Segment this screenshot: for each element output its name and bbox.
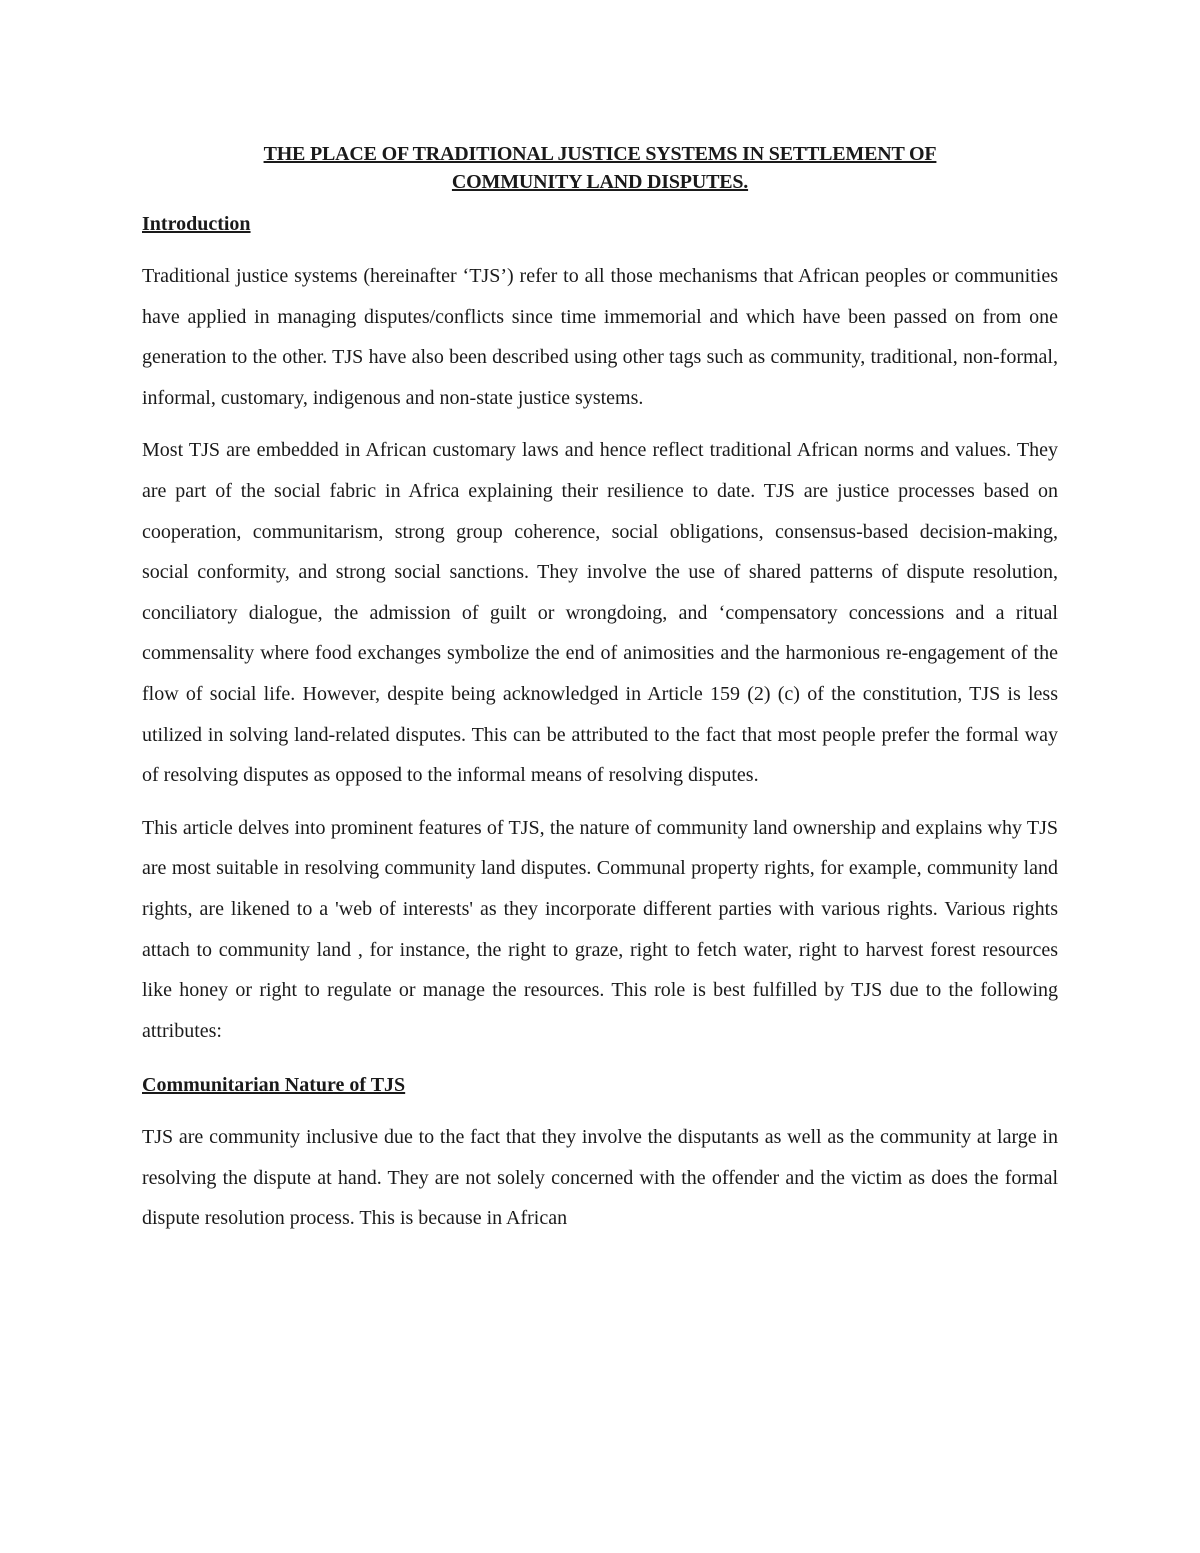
section-introduction bbox=[142, 210, 1058, 1051]
document-page bbox=[142, 140, 1058, 1251]
paragraph: TJS are community inclusive due to the fact that they involve the disputants as well as the community at large in resolving the dispute at hand. They are not solely concerned with the offender and the victim as does the formal dispute resolution process. This is because in African bbox=[142, 1126, 1058, 1230]
title-line-2: COMMUNITY LAND DISPUTES. bbox=[451, 171, 749, 193]
section-communitarian-nature bbox=[142, 1071, 1058, 1239]
paragraph: Most TJS are embedded in African customary laws and hence reflect traditional African norms and values. They are part of the social fabric in Africa explaining their resilience to date. TJS are justice processes based on cooperation, communitarism, strong group coherence, social obligations, consensus-based decision-making, social conformity, and strong social sanctions. They involve the use of shared patterns of dispute resolution, conciliatory dialogue, the admission of guilt or wrongdoing, and ‘compensatory concessions and a ritual commensality where food exchanges symbolize the end of animosities and the harmonious re-engagement of the flow of social life. However, despite being acknowledged in Article 159 (2) (c) of the constitution, TJS is less utilized in solving land-related disputes. This can be attributed to the fact that most people prefer the formal way of resolving disputes as opposed to the informal means of resolving disputes. bbox=[142, 439, 1058, 787]
paragraph: This article delves into prominent features of TJS, the nature of community land ownership and explains why TJS are most suitable in resolving community land disputes. Communal property rights, for example, community land rights, are likened to a 'web of interests' as they incorporate different parties with various rights. Various rights attach to community land , for instance, the right to graze, right to fetch water, right to harvest forest resources like honey or right to regulate or manage the resources. This role is best fulfilled by TJS due to the following attributes: bbox=[142, 816, 1058, 1042]
section-heading-introduction: Introduction bbox=[142, 213, 251, 235]
section-heading-communitarian-nature: Communitarian Nature of TJS bbox=[142, 1074, 406, 1097]
document-title bbox=[142, 140, 1058, 196]
paragraph: Traditional justice systems (hereinafter ‘TJS’) refer to all those mechanisms that African peoples or communities have applied in managing disputes/conflicts since time immemorial and which have been passed on from one generation to the other. TJS have also been described using other tags such as community, traditional, non-formal, informal, customary, indigenous and non-state justice systems. bbox=[142, 265, 1058, 409]
title-line-1: THE PLACE OF TRADITIONAL JUSTICE SYSTEMS IN SETTLEMENT OF bbox=[263, 143, 937, 165]
